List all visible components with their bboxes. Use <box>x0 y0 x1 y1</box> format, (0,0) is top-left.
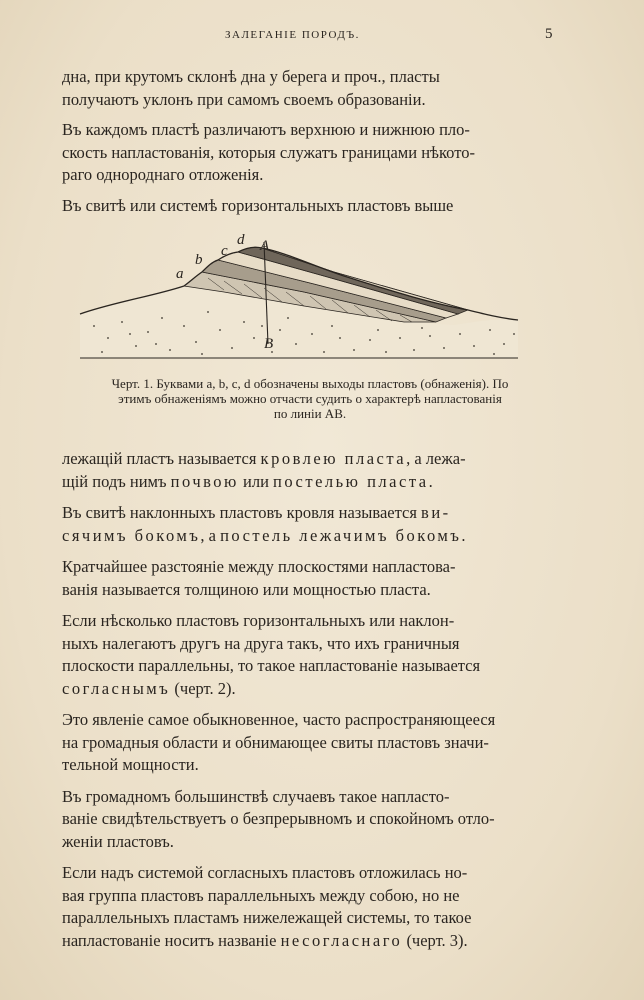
paragraph-5 <box>62 502 558 547</box>
term-soil: почвою <box>170 471 239 491</box>
label-A: A <box>260 238 270 254</box>
figure-caption <box>60 376 560 421</box>
line: Если надъ системой согласныхъ пластовъ отложилась но- <box>62 863 468 882</box>
text-run: . <box>461 525 466 545</box>
text-run: Въ свитѣ наклонныхъ пластовъ кровля называется <box>62 503 422 522</box>
text-run: щій подъ нимъ <box>62 471 171 491</box>
paragraph-2 <box>62 119 558 187</box>
term-hanging-wall: сячимъ бокомъ <box>62 525 201 545</box>
term-footwall: постель лежачимъ бокомъ <box>220 525 462 545</box>
line: получаютъ уклонъ при самомъ своемъ образованіи. <box>62 89 426 109</box>
line: тельной мощности. <box>62 755 199 774</box>
line: женіи пластовъ. <box>62 831 174 851</box>
body-text <box>62 448 558 961</box>
label-d: d <box>237 232 245 248</box>
line: раго однороднаго отложенія. <box>62 165 264 184</box>
paragraph-9 <box>62 786 558 854</box>
line: плоскости параллельны, то такое напластованіе называется <box>62 656 481 675</box>
paragraph-6 <box>62 556 558 601</box>
text-run: , а <box>200 525 221 545</box>
line: параллельныхъ пластамъ нижележащей системы, то такое <box>62 908 472 927</box>
term-roof: кровлею пласта <box>260 449 407 468</box>
line: на громадныя области и обнимающее свиты пластовъ значи- <box>62 732 489 752</box>
text-run: . <box>428 471 433 491</box>
line: Въ свитѣ или системѣ горизонтальныхъ пластовъ выше <box>62 195 454 215</box>
paragraph-10 <box>62 862 558 952</box>
label-a: a <box>176 266 184 282</box>
term-unconformable: несогласнаго <box>280 930 403 950</box>
paragraph-3 <box>62 195 558 218</box>
text-run: , а лежа- <box>406 449 466 468</box>
text-run: (черт. 3). <box>402 930 468 950</box>
caption-line-3: по линіи AB. <box>273 406 347 421</box>
label-b: b <box>195 252 203 268</box>
running-head <box>0 26 644 48</box>
line: Кратчайшее разстояніе между плоскостями напластова- <box>62 557 456 576</box>
paragraph-4 <box>62 448 558 493</box>
text-run: лежащій пластъ называется <box>62 449 261 468</box>
caption-line-1: Черт. 1. Буквами a, b, c, d обозначены выходы пластовъ (обнаженія). По <box>111 376 509 391</box>
caption-line-2: этимъ обнаженіямъ можно отчасти судить о характерѣ напластованія <box>118 391 502 406</box>
line: Это явленіе самое обыкновенное, часто распространяющееся <box>62 710 496 729</box>
line: ванія называется толщиною или мощностью пласта. <box>62 579 431 599</box>
page-number: 5 <box>545 26 553 42</box>
paragraph-1 <box>62 66 558 111</box>
text-run: или <box>238 471 274 491</box>
label-B: B <box>264 336 274 352</box>
line: вая группа пластовъ параллельныхъ между собою, но не <box>62 885 460 905</box>
term-conformable: согласнымъ <box>62 678 171 698</box>
line: Если нѣсколько пластовъ горизонтальныхъ или наклон- <box>62 611 455 630</box>
stratigraphy-figure <box>74 226 524 366</box>
paragraph-7 <box>62 610 558 700</box>
text-run: напластованіе носитъ названіе <box>62 930 281 950</box>
term-bed: постелью пласта <box>273 471 429 491</box>
label-c: c <box>221 243 228 259</box>
paragraph-8 <box>62 709 558 777</box>
line: скость напластованія, которыя служатъ границами нѣкото- <box>62 142 475 162</box>
line: ваніе свидѣтельствуетъ о безпрерывномъ и спокойномъ отло- <box>62 809 495 828</box>
line: дна, при крутомъ склонѣ дна у берега и проч., пласты <box>62 67 440 86</box>
line: Въ громадномъ большинствѣ случаевъ такое напласто- <box>62 786 450 806</box>
line: Въ каждомъ пластѣ различаютъ верхнюю и нижнюю пло- <box>62 120 470 139</box>
top-text <box>62 66 558 217</box>
running-title: ЗАЛЕГАНІЕ ПОРОДЪ. <box>225 29 360 41</box>
line: ныхъ налегаютъ другъ на друга такъ, что ихъ граничныя <box>62 633 460 653</box>
term-hanging: ви- <box>421 503 451 522</box>
text-run: (черт. 2). <box>170 678 236 698</box>
